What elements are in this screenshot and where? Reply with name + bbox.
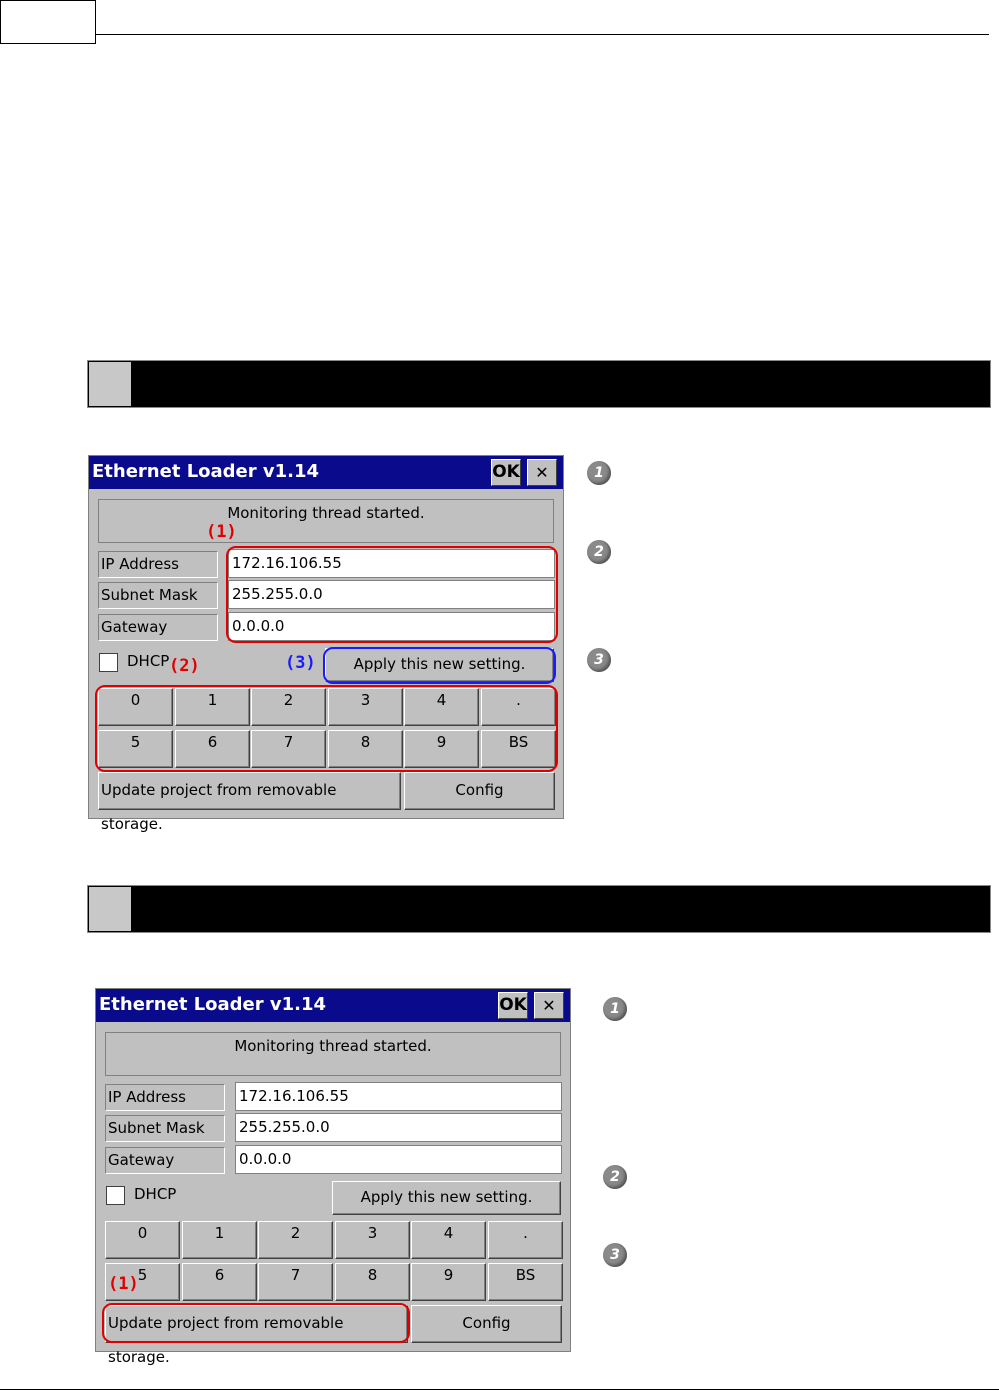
key-7[interactable]: 7 [251,730,326,768]
close-icon[interactable]: ✕ [527,459,557,486]
dialog-title: Ethernet Loader v1.14 [99,994,327,1015]
bullet-1-icon: 1 [587,461,611,485]
key-1[interactable]: 1 [175,688,250,726]
highlight-apply-button [323,647,556,684]
annotation-2: (2) [169,656,200,676]
bullet-3-icon: 3 [587,648,611,672]
ip-address-field[interactable]: 172.16.106.55 [235,1082,562,1111]
key-6[interactable]: 6 [182,1263,257,1301]
dialog-title: Ethernet Loader v1.14 [92,461,320,482]
section-marker [89,887,131,931]
header-rule [96,34,989,35]
section-heading-bar-1 [87,360,991,408]
dhcp-label: DHCP [134,1185,177,1203]
key-9[interactable]: 9 [411,1263,486,1301]
ip-address-label: IP Address [98,551,218,578]
update-from-storage-button[interactable]: Update project from removable storage. [105,1305,408,1343]
section-marker [89,362,131,406]
bullet-2-icon: 2 [587,540,611,564]
key-6[interactable]: 6 [175,730,250,768]
gateway-field[interactable]: 0.0.0.0 [235,1145,562,1174]
bullet-2-icon: 2 [603,1165,627,1189]
title-bar [96,989,570,1022]
title-bar [89,456,563,489]
subnet-mask-label: Subnet Mask [105,1115,225,1142]
subnet-mask-label: Subnet Mask [98,582,218,609]
config-button[interactable]: Config [411,1305,562,1343]
bullet-3-icon: 3 [603,1243,627,1267]
ok-button[interactable]: OK [491,459,521,486]
subnet-mask-field[interactable]: 255.255.0.0 [235,1113,562,1142]
gateway-field[interactable]: 0.0.0.0 [228,612,555,641]
key-7[interactable]: 7 [258,1263,333,1301]
apply-setting-button[interactable]: Apply this new setting. [332,1181,561,1215]
key-2[interactable]: 2 [251,688,326,726]
ethernet-loader-dialog-2 [95,988,571,1366]
key-0[interactable]: 0 [105,1221,180,1259]
ip-address-label: IP Address [105,1084,225,1111]
key-4[interactable]: 4 [404,688,479,726]
key-2[interactable]: 2 [258,1221,333,1259]
key-5[interactable]: 5 [98,730,173,768]
annotation-3: (3) [285,653,316,673]
highlight-update-button [102,1303,410,1343]
key-9[interactable]: 9 [404,730,479,768]
close-icon[interactable]: ✕ [534,992,564,1019]
status-message: Monitoring thread started. [98,499,554,543]
key-1[interactable]: 1 [182,1221,257,1259]
ok-button[interactable]: OK [498,992,528,1019]
annotation-1: (1) [108,1274,139,1294]
dhcp-checkbox[interactable] [106,1186,125,1205]
footer-rule [0,1389,999,1390]
bullet-1-icon: 1 [603,997,627,1021]
key-5[interactable]: 5 [105,1263,180,1301]
highlight-address-fields [226,546,558,643]
ip-address-field[interactable]: 172.16.106.55 [228,549,555,578]
gateway-label: Gateway [98,614,218,641]
gateway-label: Gateway [105,1147,225,1174]
dhcp-checkbox[interactable] [99,653,118,672]
key-dot[interactable]: . [481,688,556,726]
status-message: Monitoring thread started. [105,1032,561,1076]
ethernet-loader-dialog-1 [88,455,564,833]
update-from-storage-button[interactable]: Update project from removable storage. [98,772,401,810]
key-0[interactable]: 0 [98,688,173,726]
key-dot[interactable]: . [488,1221,563,1259]
config-button[interactable]: Config [404,772,555,810]
key-4[interactable]: 4 [411,1221,486,1259]
key-3[interactable]: 3 [335,1221,410,1259]
page-number-box [0,0,96,44]
section-heading-bar-2 [87,885,991,933]
highlight-keypad [95,685,558,772]
key-3[interactable]: 3 [328,688,403,726]
annotation-1: (1) [206,522,237,542]
key-8[interactable]: 8 [335,1263,410,1301]
apply-setting-button[interactable]: Apply this new setting. [325,648,554,682]
key-8[interactable]: 8 [328,730,403,768]
key-backspace[interactable]: BS [481,730,556,768]
key-backspace[interactable]: BS [488,1263,563,1301]
dhcp-label: DHCP [127,652,170,670]
subnet-mask-field[interactable]: 255.255.0.0 [228,580,555,609]
